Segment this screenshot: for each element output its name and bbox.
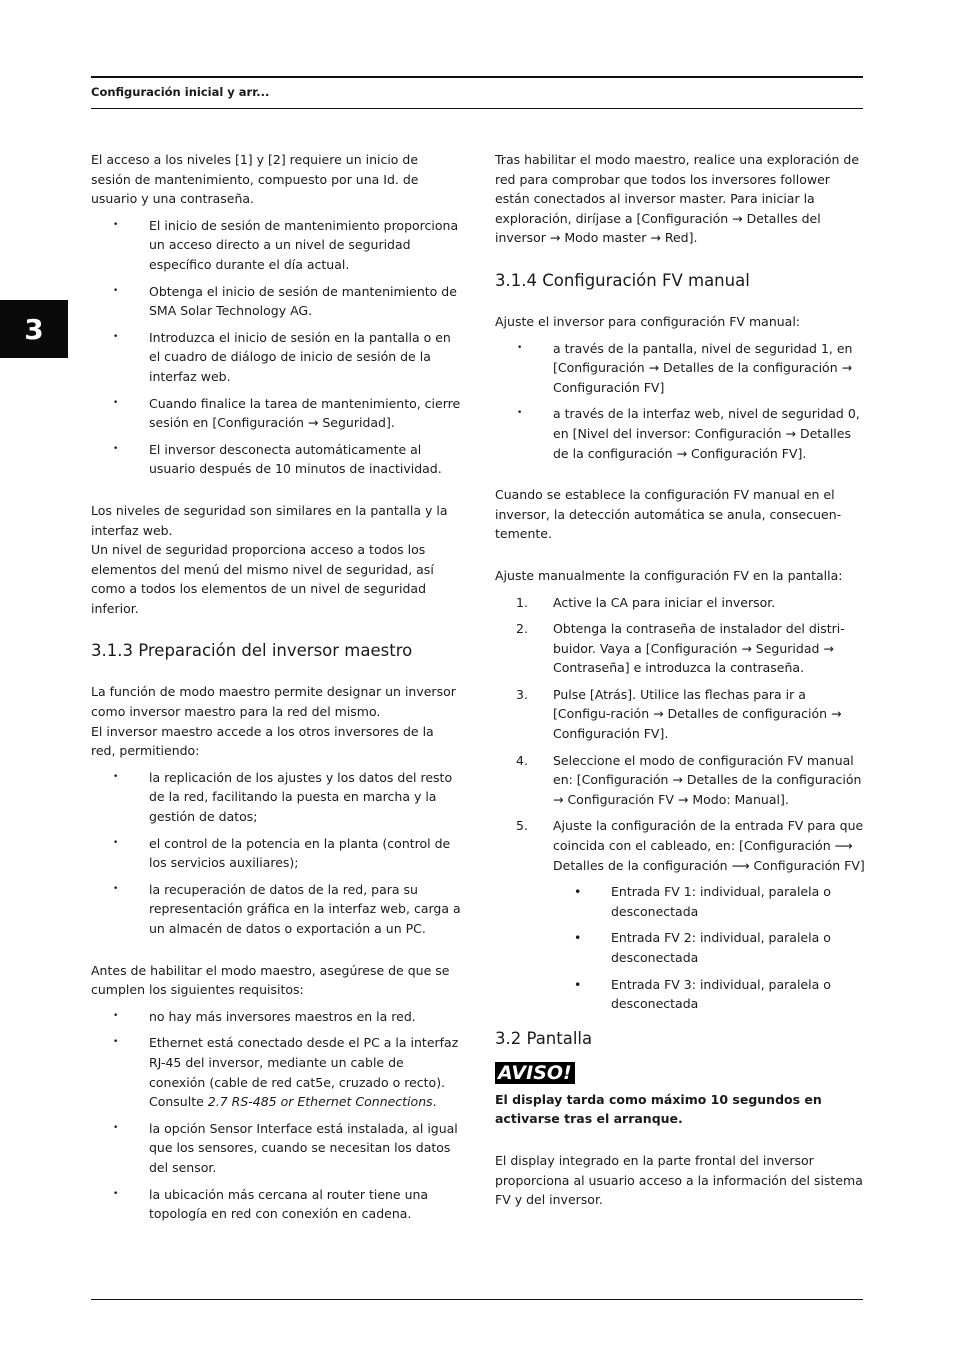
- running-header: Configuración inicial y arr...: [91, 85, 270, 99]
- bullet-icon: •: [113, 771, 119, 782]
- list-item: • no hay más inversores maestros en la red.: [91, 1007, 461, 1027]
- left-column: [91, 150, 461, 1246]
- bullet-icon: •: [113, 883, 119, 894]
- right-column: [495, 150, 865, 1232]
- chapter-tab: 3: [0, 300, 68, 358]
- list-item: • la ubicación más cercana al router tiene una topología en red con conexión en cadena.: [113, 1186, 429, 1222]
- step-number: 3.: [516, 686, 528, 702]
- cross-reference-link[interactable]: 2.7 RS-485 or Ethernet Connections: [207, 1094, 433, 1110]
- list-item: 5. Ajuste la configuración de la entrada FV para que coincida con el cableado, en: [Configuración ⟶ Detalles de la configuración ⟶ Configuración FV] • Entrada FV 1: individual, paralela o desconectada • Entrada FV 2: individual, paralela o desconectada • Entrada FV 3: individual, paralela o desconectada: [495, 816, 865, 1013]
- bullet-icon: •: [517, 342, 523, 353]
- header-bottom-rule: [91, 108, 863, 109]
- list-item: • El inversor desconecta automáticamente al usuario después de 10 minutos de inactividad.: [113, 441, 442, 477]
- bullet-icon: •: [574, 884, 582, 900]
- bullet-icon: •: [113, 1010, 119, 1021]
- display-paragraph: El display integrado en la parte frontal del inversor proporciona al usuario acceso a la información del sistema FV y del inversor.: [495, 1152, 863, 1208]
- list-item: • Introduzca el inicio de sesión en la pantalla o en el cuadro de diálogo de inicio de sesión de la interfaz web.: [113, 329, 451, 384]
- footer-rule: [91, 1299, 863, 1300]
- notice-text: El display tarda como máximo 10 segundos en activarse tras el arranque.: [495, 1091, 822, 1127]
- bullet-icon: •: [113, 443, 119, 454]
- notice-label: AVISO!: [495, 1062, 575, 1084]
- list-item: • a través de la pantalla, nivel de seguridad 1, en [Configuración → Detalles de la configuración → Configuración FV]: [517, 340, 853, 395]
- pv-input-sub-list: [553, 882, 865, 1014]
- security-levels-paragraph-2: Un nivel de seguridad proporciona acceso a todos los elementos del menú del mismo nivel de seguridad, así como a todos los elementos de un nivel de seguridad inferior.: [91, 542, 434, 616]
- intro-paragraph: El acceso a los niveles [1] y [2] requiere un inicio de sesión de mantenimiento, compuesto por una Id. de usuario y una contraseña.: [91, 152, 419, 207]
- list-item: • Entrada FV 1: individual, paralela o desconectada: [574, 884, 831, 919]
- list-item: • la recuperación de datos de la red, para su representación gráfica en la interfaz web, carga a un almacén de datos o exportación a un PC.: [113, 881, 461, 936]
- bullet-icon: •: [574, 930, 582, 946]
- step-number: 5.: [516, 818, 528, 834]
- bullet-icon: •: [517, 408, 523, 419]
- step-number: 4.: [516, 752, 528, 768]
- pv-config-bullet-list: [495, 339, 865, 464]
- bullet-icon: •: [574, 976, 582, 992]
- step-number: 2.: [516, 621, 528, 637]
- step-number: 1.: [516, 594, 528, 610]
- list-item: 2. Obtenga la contraseña de instalador del distri-buidor. Vaya a [Configuración → Seguridad → Contraseña] e introduzca la contraseña.: [516, 621, 845, 676]
- security-levels-paragraph: Los niveles de seguridad son similares en la pantalla y la interfaz web.: [91, 502, 448, 538]
- section-heading-314: 3.1.4 Configuración FV manual: [495, 270, 750, 290]
- list-item: • Cuando finalice la tarea de mantenimiento, cierre sesión en [Configuración → Seguridad].: [113, 395, 461, 431]
- list-item: • la opción Sensor Interface está instalada, al igual que los sensores, cuando se necesitan los datos del sensor.: [113, 1120, 458, 1175]
- list-item: • la replicación de los ajustes y los datos del resto de la red, facilitando la puesta en marcha y la gestión de datos;: [113, 769, 453, 825]
- bullet-icon: •: [113, 837, 119, 848]
- bullet-icon: •: [113, 1037, 119, 1048]
- master-paragraph: La función de modo maestro permite designar un inversor como inversor maestro para la red del mismo.: [91, 684, 456, 720]
- bullet-icon: •: [113, 219, 119, 230]
- list-item: 1. Active la CA para iniciar el inversor.: [495, 593, 865, 613]
- master-paragraph-2: El inversor maestro accede a los otros inversores de la red, permitiendo:: [91, 723, 434, 759]
- list-item: • a través de la interfaz web, nivel de seguridad 0, en [Nivel del inversor: Configuración → Detalles de la configuración → Configuración FV].: [517, 406, 860, 461]
- requirements-bullet-list: [91, 1007, 461, 1224]
- section-heading-32: 3.2 Pantalla: [495, 1028, 593, 1048]
- bullet-icon: •: [113, 285, 119, 296]
- list-item: • el control de la potencia en la planta (control de los servicios auxiliares);: [113, 835, 451, 871]
- requirements-paragraph: Antes de habilitar el modo maestro, asegúrese de que se cumplen los siguientes requisitos:: [91, 962, 450, 998]
- list-item: • Entrada FV 3: individual, paralela o desconectada: [574, 976, 831, 1012]
- bullet-icon: •: [113, 1188, 119, 1199]
- list-item: • El inicio de sesión de mantenimiento proporciona un acceso directo a un nivel de seguridad específico durante el día actual.: [113, 217, 459, 272]
- adjust-paragraph: Ajuste el inversor para configuración FV manual:: [495, 313, 801, 329]
- list-item: 4. Seleccione el modo de configuración FV manual en: [Configuración → Detalles de la configuración → Configuración FV → Modo: Manual].: [516, 752, 862, 807]
- list-item: • Obtenga el inicio de sesión de mantenimiento de SMA Solar Technology AG.: [113, 283, 457, 319]
- bullet-icon: •: [113, 1122, 119, 1133]
- scan-paragraph: Tras habilitar el modo maestro, realice una exploración de red para comprobar que todos los inversores follower están conectados al inversor master. Para iniciar la exploración, diríjase a [Configuración → Detalles del inversor → Modo master → Red].: [495, 152, 860, 246]
- manual-config-paragraph: Ajuste manualmente la configuración FV en la pantalla:: [495, 567, 843, 583]
- header-top-rule: [91, 76, 863, 78]
- list-item: • Entrada FV 2: individual, paralela o desconectada: [574, 930, 831, 965]
- auto-detection-paragraph: Cuando se establece la configuración FV manual en el inversor, la detección automática se anula, consecuen-temente.: [495, 487, 842, 542]
- list-item: • Ethernet está conectado desde el PC a la interfaz RJ-45 del inversor, mediante un cable de conexión (cable de red cat5e, cruzado o recto). Consulte 2.7 RS-485 or Ethernet Connections.: [113, 1035, 459, 1110]
- list-item: 3. Pulse [Atrás]. Utilice las flechas para ir a [Configu-ración → Detalles de configuración → Configuración FV].: [516, 686, 842, 742]
- section-heading-313: 3.1.3 Preparación del inversor maestro: [91, 641, 413, 661]
- maintenance-bullet-list: [91, 216, 461, 479]
- master-bullet-list: [91, 768, 461, 939]
- manual-config-steps: [495, 593, 865, 1014]
- bullet-icon: •: [113, 331, 119, 342]
- bullet-icon: •: [113, 397, 119, 408]
